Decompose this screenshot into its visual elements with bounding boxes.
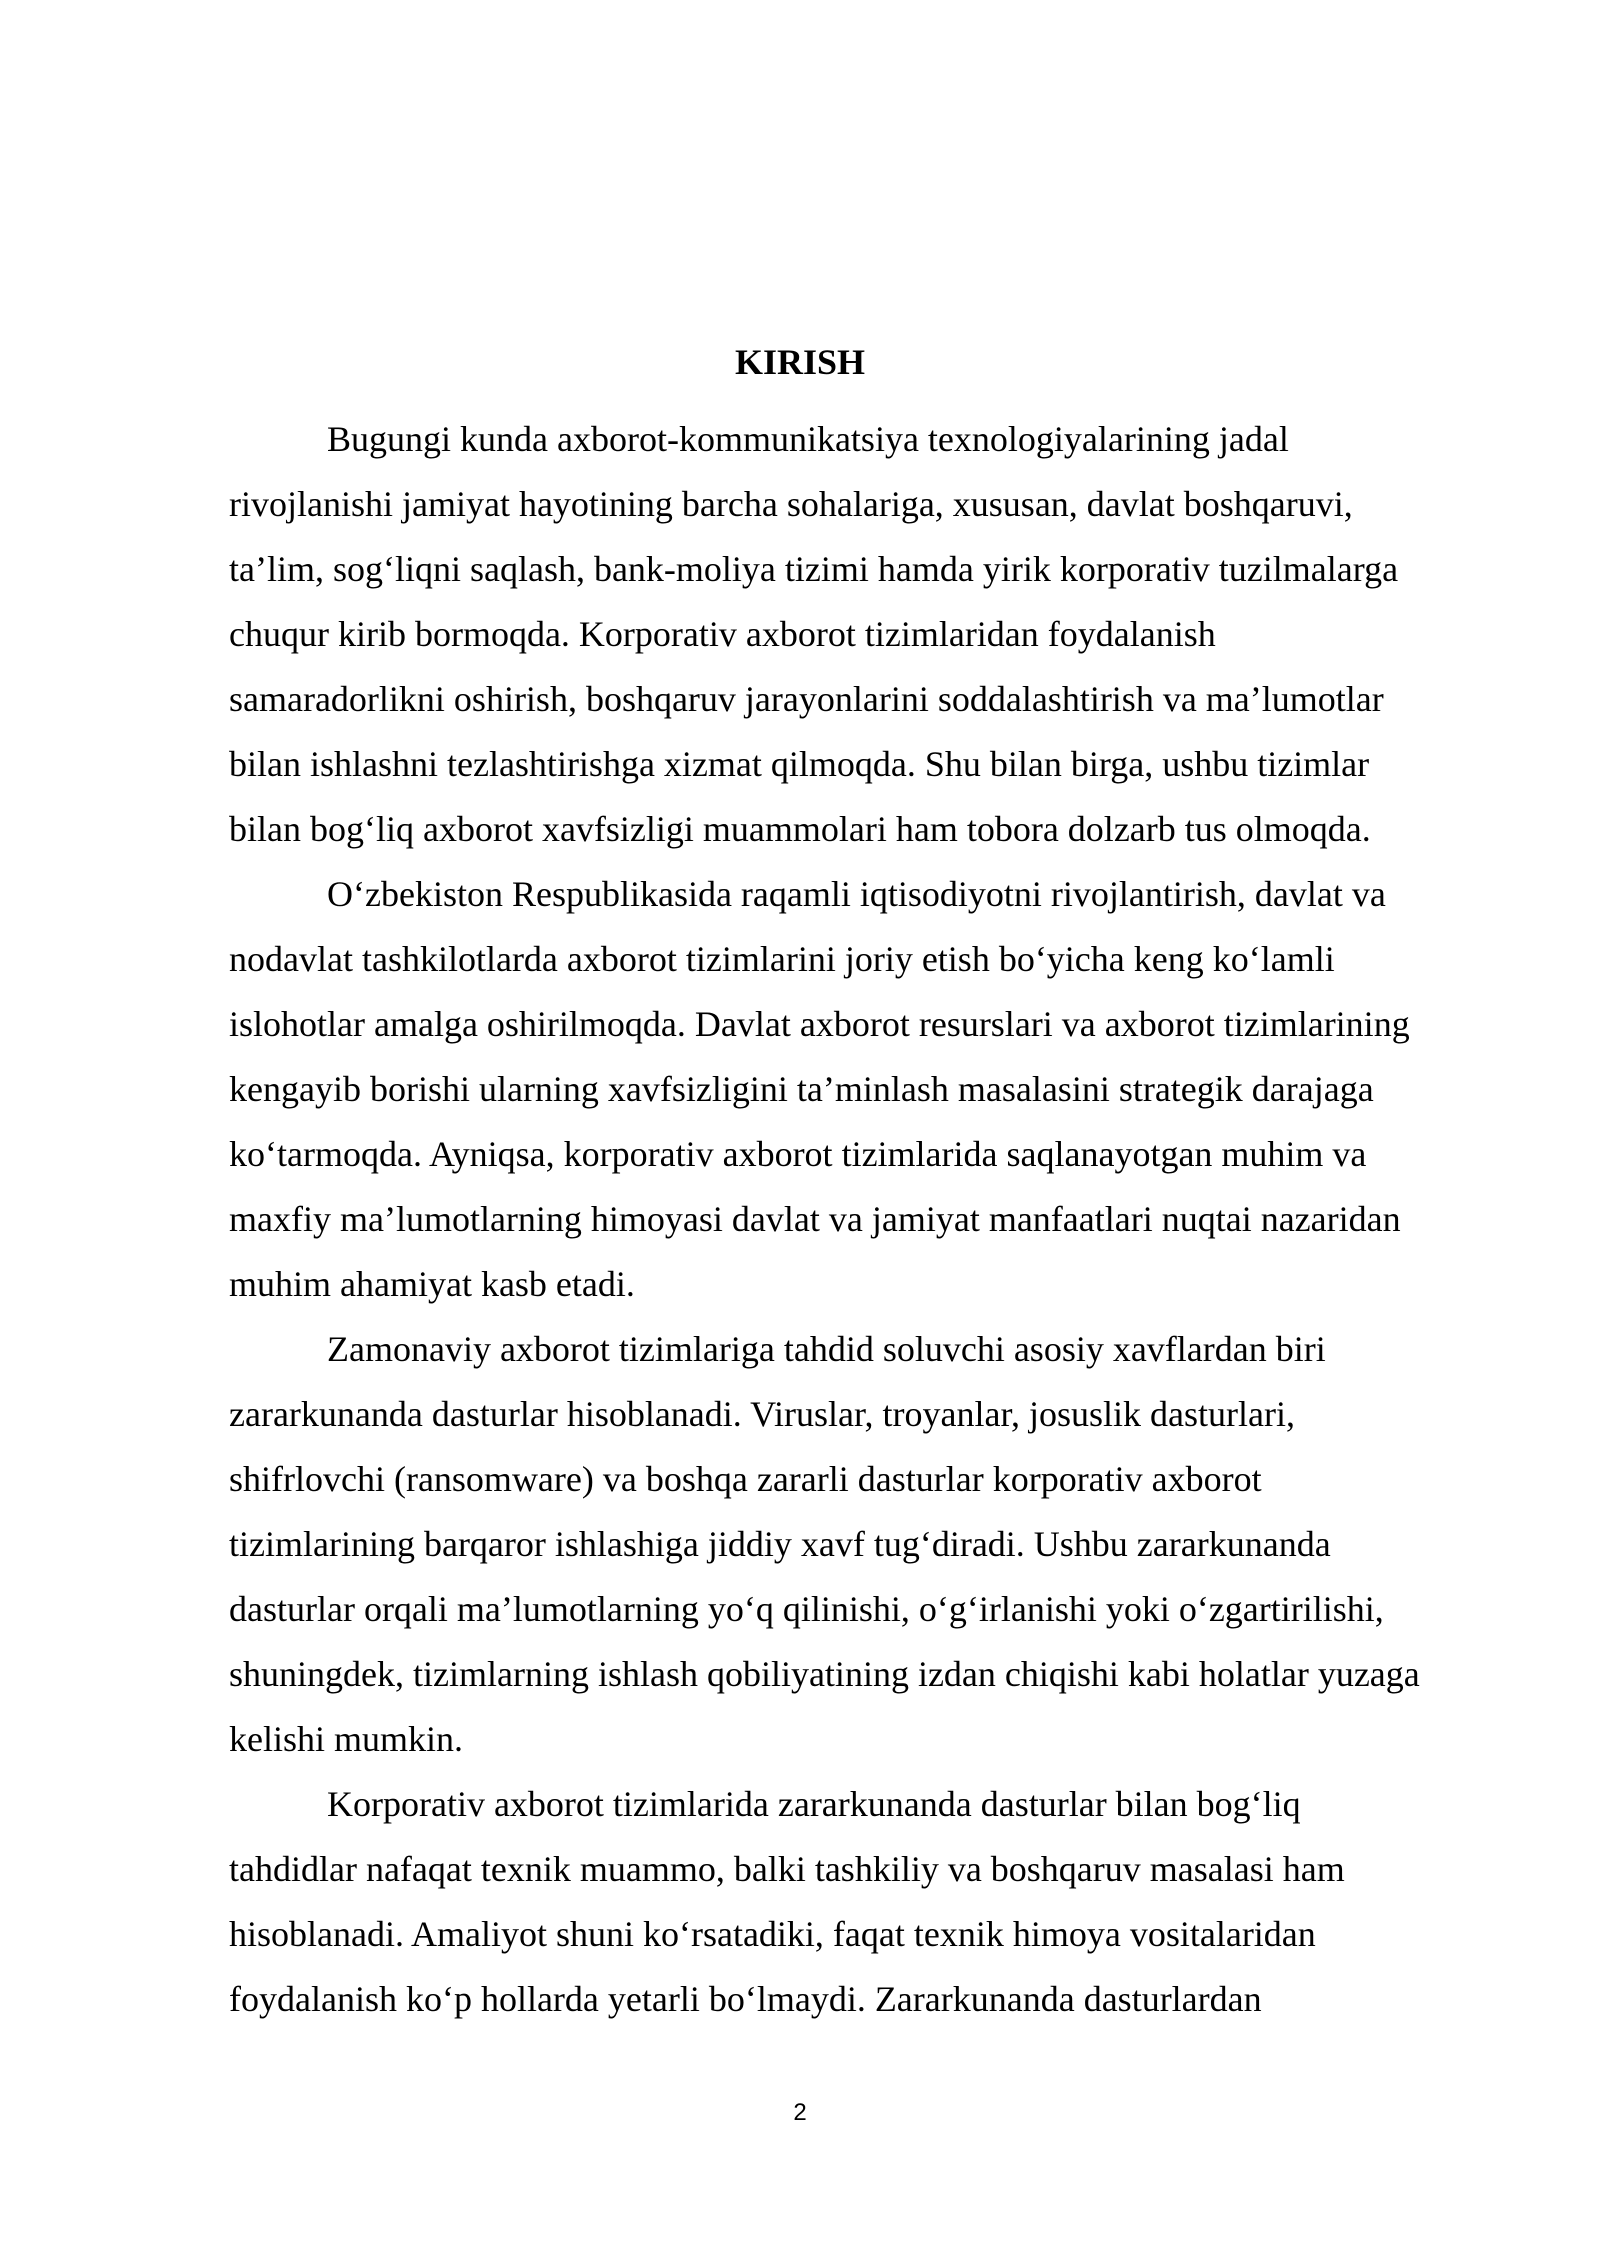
text-line: ta’lim, sog‘liqni saqlash, bank-moliya tizimi hamda yirik korporativ tuzilmalarga — [229, 549, 1399, 589]
text-line: bilan bog‘liq axborot xavfsizligi muammolari ham tobora dolzarb tus olmoqda. — [229, 809, 1371, 849]
text-line: islohotlar amalga oshirilmoqda. Davlat axborot resurslari va axborot tizimlarining — [229, 1004, 1410, 1044]
text-line: zararkunanda dasturlar hisoblanadi. Viruslar, troyanlar, josuslik dasturlari, — [229, 1394, 1295, 1434]
body-text — [229, 407, 1493, 2032]
text-line: samaradorlikni oshirish, boshqaruv jarayonlarini soddalashtirish va ma’lumotlar — [229, 679, 1384, 719]
paragraph-2 — [229, 862, 1493, 1317]
text-line: tizimlarining barqaror ishlashiga jiddiy xavf tug‘diradi. Ushbu zararkunanda — [229, 1524, 1331, 1564]
text-line: tahdidlar nafaqat texnik muammo, balki tashkiliy va boshqaruv masalasi ham — [229, 1849, 1345, 1889]
text-line: shuningdek, tizimlarning ishlash qobiliyatining izdan chiqishi kabi holatlar yuzaga — [229, 1654, 1420, 1694]
text-line: nodavlat tashkilotlarda axborot tizimlarini joriy etish bo‘yicha keng ko‘lamli — [229, 939, 1335, 979]
text-line: muhim ahamiyat kasb etadi. — [229, 1264, 635, 1304]
page-number: 2 — [793, 2099, 807, 2126]
text-line: chuqur kirib bormoqda. Korporativ axborot tizimlaridan foydalanish — [229, 614, 1216, 654]
text-line: dasturlar orqali ma’lumotlarning yo‘q qilinishi, o‘g‘irlanishi yoki o‘zgartirilishi, — [229, 1589, 1384, 1629]
text-line: kelishi mumkin. — [229, 1719, 463, 1759]
paragraph-1 — [229, 407, 1493, 862]
text-line: O‘zbekiston Respublikasida raqamli iqtisodiyotni rivojlantirish, davlat va — [327, 874, 1386, 914]
text-line: maxfiy ma’lumotlarning himoyasi davlat va jamiyat manfaatlari nuqtai nazaridan — [229, 1199, 1401, 1239]
text-line: bilan ishlashni tezlashtirishga xizmat qilmoqda. Shu bilan birga, ushbu tizimlar — [229, 744, 1370, 784]
text-line: Korporativ axborot tizimlarida zararkunanda dasturlar bilan bog‘liq — [327, 1784, 1301, 1824]
text-line: hisoblanadi. Amaliyot shuni ko‘rsatadiki, faqat texnik himoya vositalaridan — [229, 1914, 1316, 1954]
paragraph-3 — [229, 1317, 1493, 1772]
text-line: Bugungi kunda axborot-kommunikatsiya texnologiyalarining jadal — [327, 419, 1289, 459]
section-heading: KIRISH — [734, 342, 866, 382]
text-line: shifrlovchi (ransomware) va boshqa zararli dasturlar korporativ axborot — [229, 1459, 1262, 1499]
text-line: kengayib borishi ularning xavfsizligini ta’minlash masalasini strategik darajaga — [229, 1069, 1374, 1109]
text-line: ko‘tarmoqda. Ayniqsa, korporativ axborot tizimlarida saqlanayotgan muhim va — [229, 1134, 1367, 1174]
text-line: rivojlanishi jamiyat hayotining barcha sohalariga, xususan, davlat boshqaruvi, — [229, 484, 1353, 524]
text-line: Zamonaviy axborot tizimlariga tahdid soluvchi asosiy xavflardan biri — [327, 1329, 1326, 1369]
paragraph-4 — [229, 1772, 1493, 2032]
text-line: foydalanish ko‘p hollarda yetarli bo‘lmaydi. Zararkunanda dasturlardan — [229, 1979, 1262, 2019]
